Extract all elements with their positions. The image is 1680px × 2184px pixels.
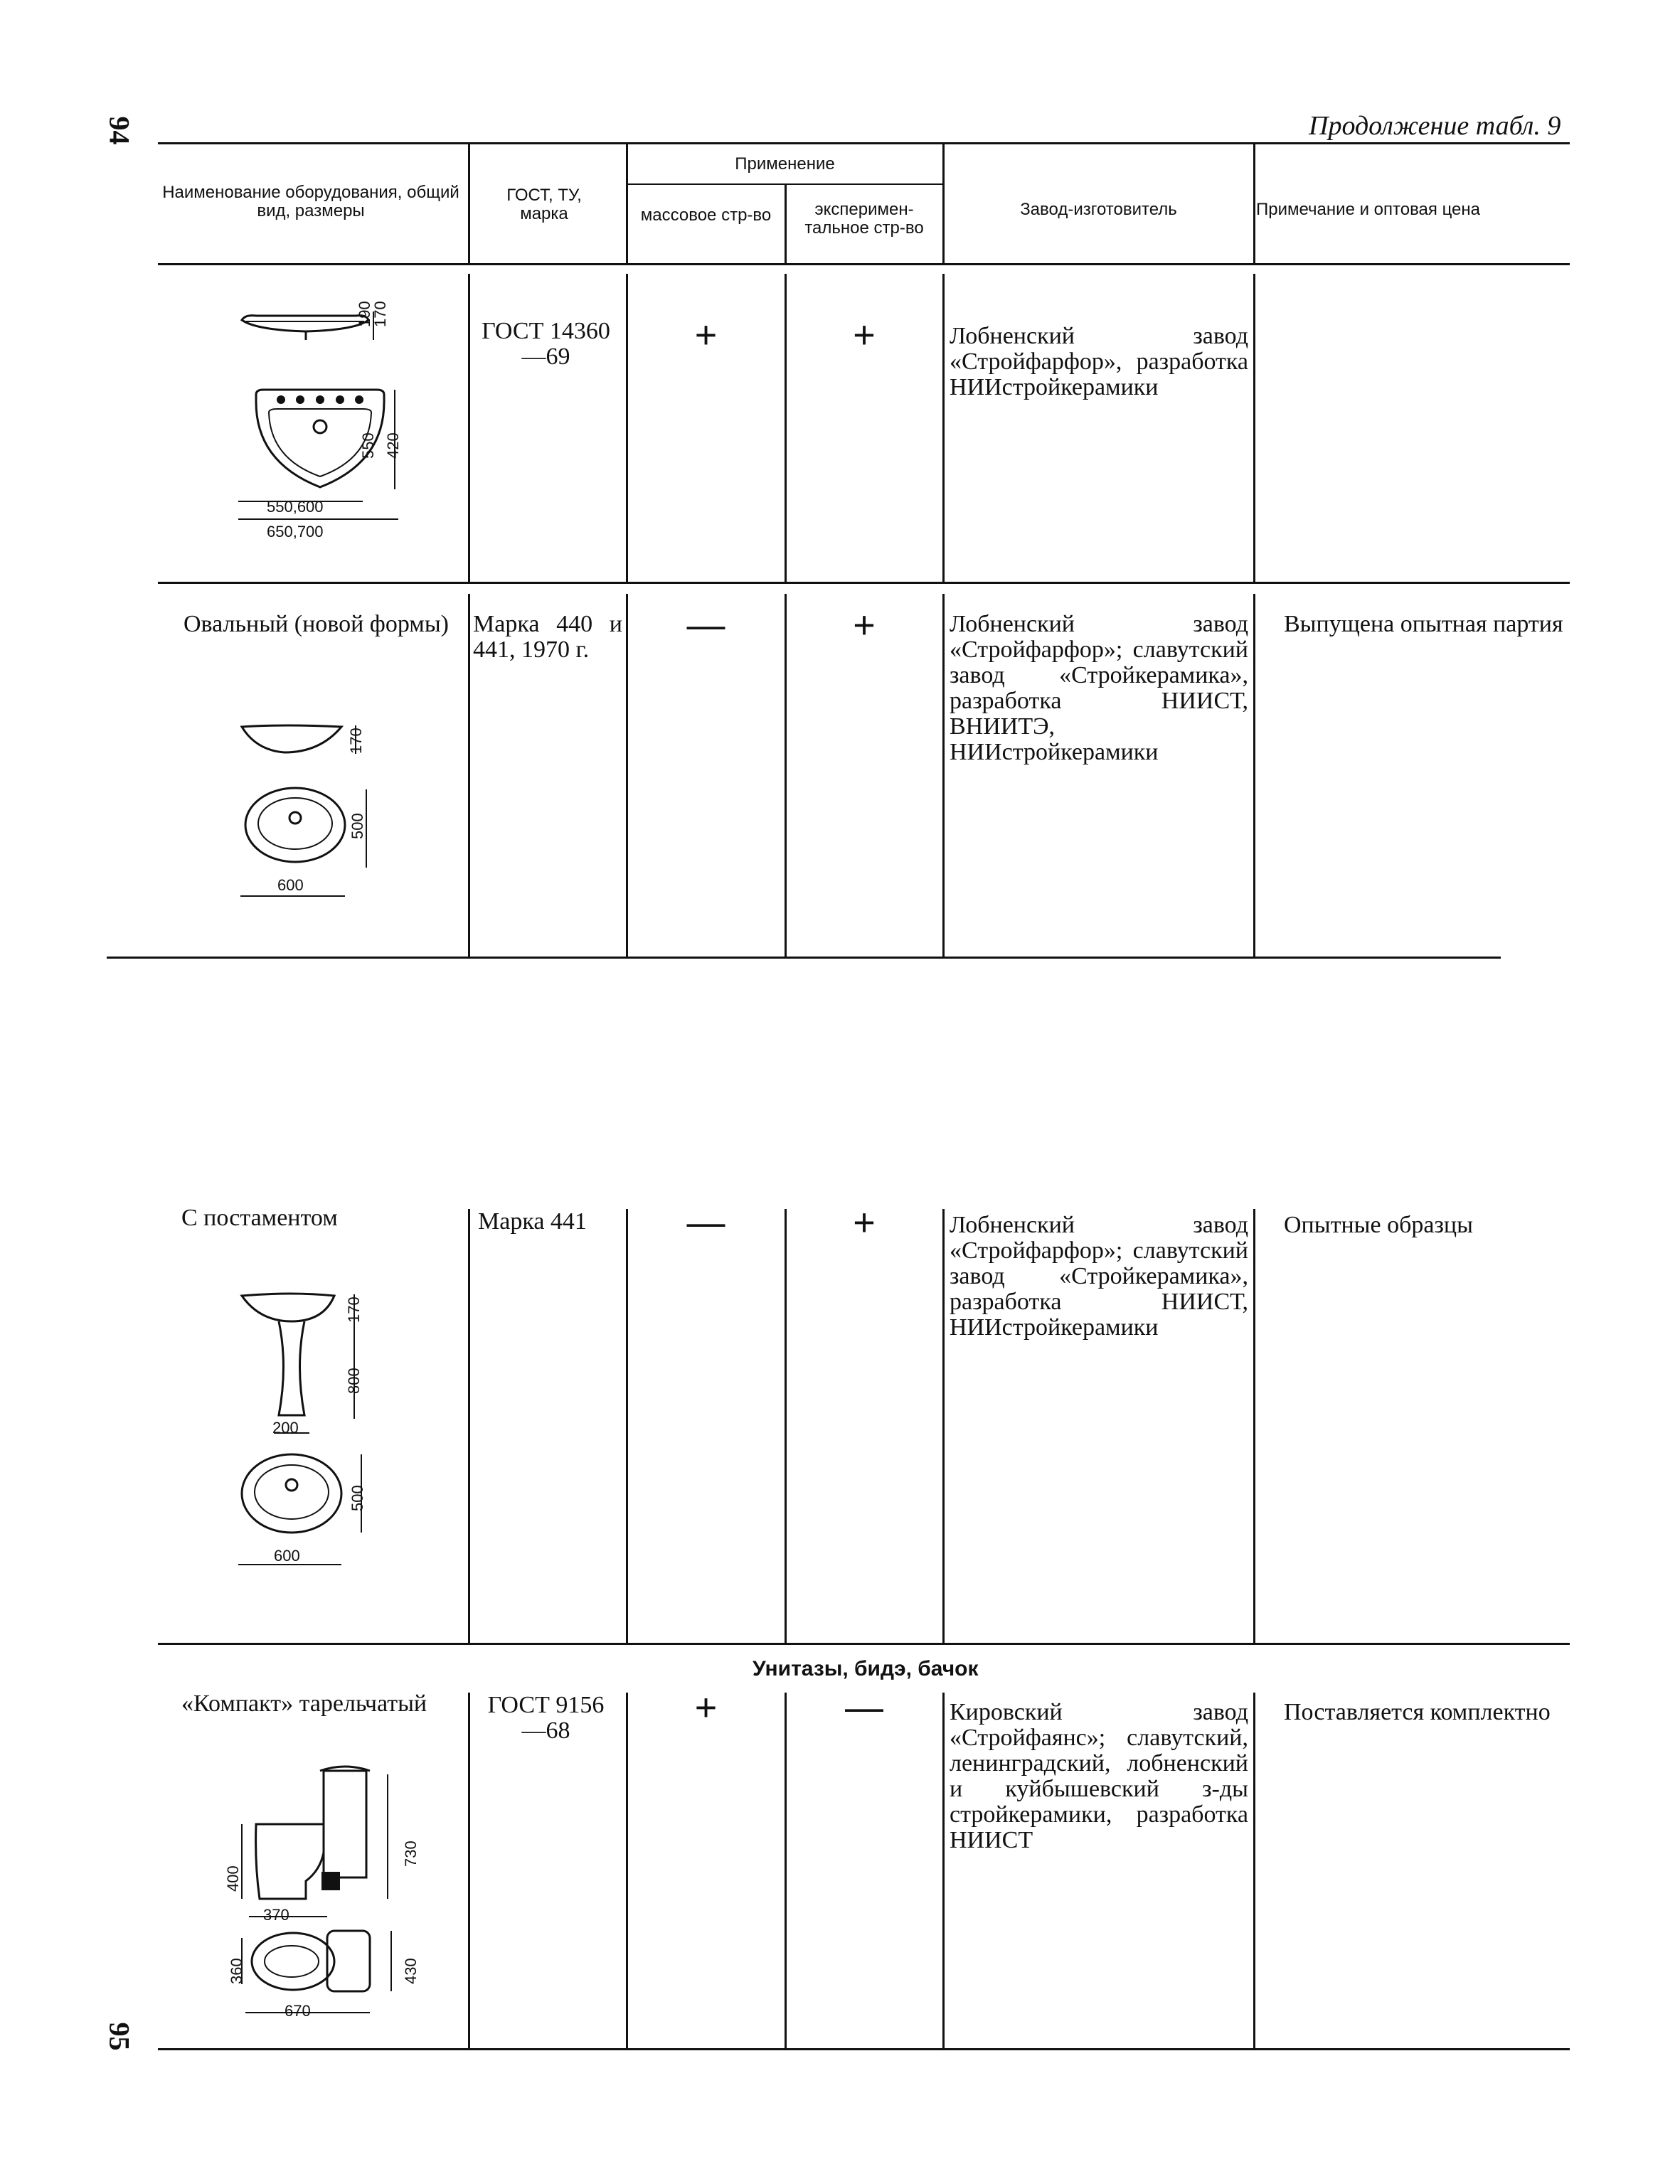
row3-mass-mark: — xyxy=(686,1201,725,1244)
row2-bottom-rule xyxy=(107,957,1501,959)
table-bottom-rule xyxy=(158,2048,1570,2050)
header-bottom-rule xyxy=(158,263,1570,265)
row-divider xyxy=(468,274,470,583)
header-gost: ГОСТ, ТУ, марка xyxy=(506,186,582,223)
row3-dim-h: 170 xyxy=(345,1296,363,1323)
row-divider xyxy=(942,274,945,583)
row4-name: «Компакт» тарельчатый xyxy=(181,1690,427,1717)
row3-gost: Марка 441 xyxy=(478,1208,587,1235)
row4-dim-w1: 370 xyxy=(263,1906,289,1924)
row2-note: Выпущена опытная партия xyxy=(1284,611,1563,637)
row3-dim-b: 200 xyxy=(272,1419,299,1437)
row1-dim-w2: 650,700 xyxy=(267,523,324,540)
row1-dim-d1: 550 xyxy=(359,432,377,459)
row-divider xyxy=(1253,274,1255,583)
row4-gost: ГОСТ 9156—68 xyxy=(487,1692,605,1744)
header-note: Примечание и оптовая цена xyxy=(1256,200,1480,219)
row-divider xyxy=(1253,1209,1255,1643)
washbasin-drawing-2 xyxy=(235,718,420,910)
header-divider xyxy=(468,142,470,263)
row2-dim-h: 170 xyxy=(347,728,365,754)
header-factory: Завод-изготовитель xyxy=(1020,200,1177,219)
row3-factory: Лобненский завод «Стройфарфор»; славутский завод «Стройкерамика», разработка НИИСТ, НИИстройкерамики xyxy=(950,1212,1248,1341)
row-divider xyxy=(942,1209,945,1643)
row3-bottom-rule xyxy=(158,1643,1570,1645)
row4-dim-d2: 430 xyxy=(402,1958,420,1984)
row4-dim-h1: 400 xyxy=(224,1865,242,1892)
row4-note: Поставляется комплектно xyxy=(1284,1699,1551,1725)
row4-dim-w2: 670 xyxy=(285,2002,311,2020)
page-number-top: 94 xyxy=(103,116,136,145)
row2-exper-mark: + xyxy=(853,604,876,646)
row1-dim-d2: 420 xyxy=(384,432,402,459)
row-divider xyxy=(626,594,628,957)
row1-bottom-rule xyxy=(158,582,1570,584)
row3-name: С постаментом xyxy=(181,1205,338,1231)
row2-mass-mark: — xyxy=(686,604,725,646)
row4-factory: Кировский завод «Стройфаянс»; славутский, ленинградский, лобненский и куйбышевский з-ды стройкерамики, разработка НИИСТ xyxy=(950,1699,1248,1853)
header-divider xyxy=(785,183,787,263)
row-divider xyxy=(468,594,470,957)
row3-exper-mark: + xyxy=(853,1201,876,1244)
row3-dim-w: 600 xyxy=(274,1547,300,1565)
row1-dim-h1: 190 xyxy=(356,301,373,327)
row-divider xyxy=(785,1209,787,1643)
row1-mass-mark: + xyxy=(694,314,718,356)
row2-name: Овальный (новой формы) xyxy=(184,611,449,637)
row3-note: Опытные образцы xyxy=(1284,1212,1473,1238)
row-divider xyxy=(626,1693,628,2048)
row-divider xyxy=(626,1209,628,1643)
row-divider xyxy=(785,1693,787,2048)
header-divider xyxy=(1253,142,1255,263)
row1-dim-w1: 550,600 xyxy=(267,498,324,516)
page-number-bottom: 95 xyxy=(103,2022,136,2051)
row-divider xyxy=(1253,1693,1255,2048)
row-divider xyxy=(468,1693,470,2048)
row2-gost: Марка 440 и 441, 1970 г. xyxy=(473,611,622,663)
row4-dim-h2: 730 xyxy=(402,1841,420,1867)
row4-exper-mark: — xyxy=(845,1686,883,1729)
row1-gost: ГОСТ 14360—69 xyxy=(482,318,610,370)
row1-exper-mark: + xyxy=(853,314,876,356)
header-top-rule xyxy=(158,142,1570,144)
row-divider xyxy=(785,594,787,957)
row-divider xyxy=(468,1209,470,1643)
section-title: Унитазы, бидэ, бачок xyxy=(753,1657,979,1680)
row-divider xyxy=(1253,594,1255,957)
toilet-drawing xyxy=(213,1757,420,2027)
row3-dim-p: 800 xyxy=(345,1368,363,1394)
row-divider xyxy=(942,594,945,957)
header-application: Применение xyxy=(735,154,835,174)
row2-dim-w: 600 xyxy=(277,876,304,894)
continuation-caption: Продолжение табл. 9 xyxy=(1309,111,1561,141)
row4-mass-mark: + xyxy=(694,1686,718,1729)
header-mass: массовое стр-во xyxy=(640,206,772,225)
row1-factory: Лобненский завод «Стройфарфор», разработка НИИстройкерамики xyxy=(950,323,1248,400)
row3-dim-d: 500 xyxy=(349,1485,366,1511)
header-exper: эксперимен-тальное стр-во xyxy=(804,200,924,238)
pedestal-basin-drawing xyxy=(235,1280,420,1579)
row2-dim-d: 500 xyxy=(349,813,366,839)
row-divider xyxy=(942,1693,945,2048)
header-name: Наименование оборудования, общий вид, размеры xyxy=(162,183,459,220)
row2-factory: Лобненский завод «Стройфарфор»; славутский завод «Стройкерамика», разработка НИИСТ, ВНИИТЭ, НИИстройкерамики xyxy=(950,611,1248,765)
row4-dim-d1: 360 xyxy=(228,1958,245,1984)
row1-dim-h2: 170 xyxy=(371,301,389,327)
